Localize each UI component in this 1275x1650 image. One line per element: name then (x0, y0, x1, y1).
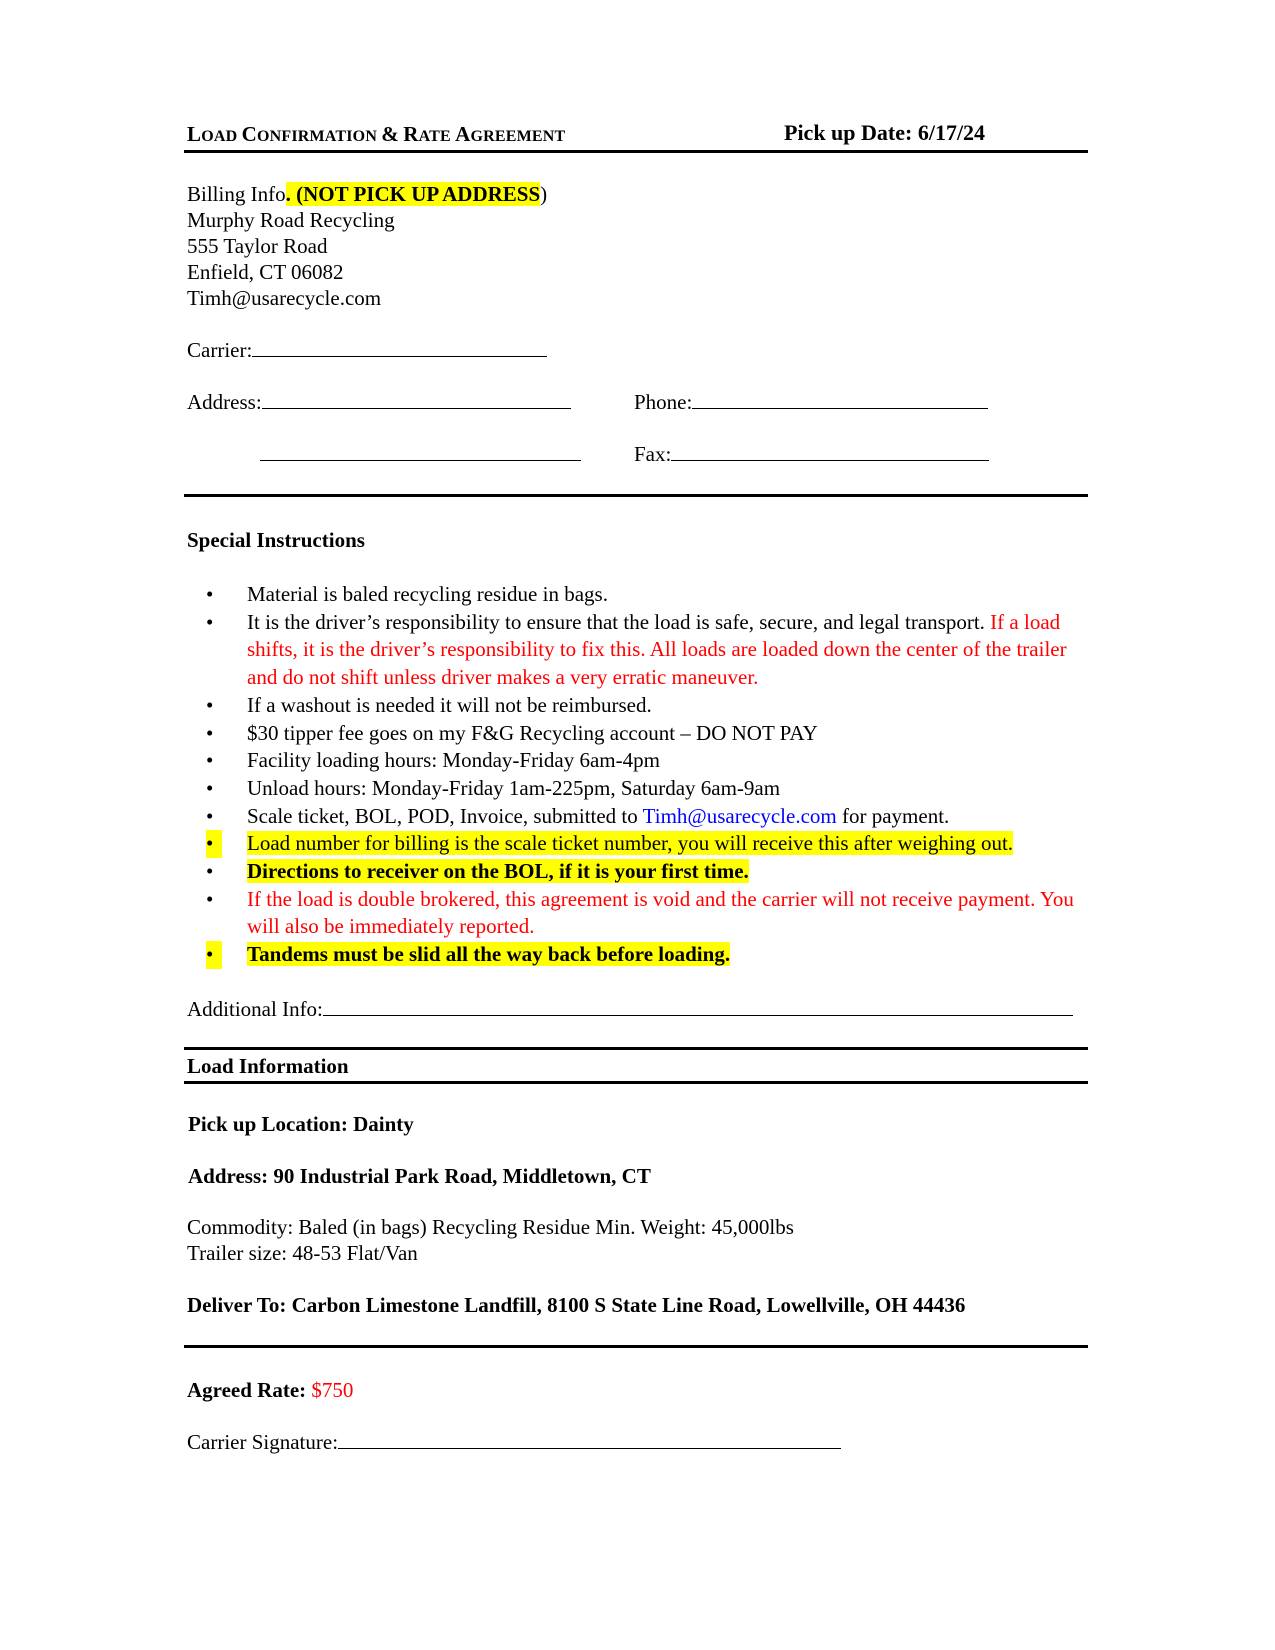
list-item (206, 747, 1096, 775)
fax-field[interactable] (634, 441, 989, 467)
address-blank[interactable] (262, 392, 571, 409)
instruction-highlight-text: Load number for billing is the scale ticket number, you will receive this after weighing out. (247, 831, 1014, 856)
title-smallcaps: GREEMENT (470, 128, 566, 145)
title-cap: L (187, 122, 202, 146)
list-item (206, 886, 1096, 941)
instruction-warning-text: If the load is double brokered, this agreement is void and the carrier will not receive payment. You will also be immediately reported. (247, 886, 1074, 939)
billing-email: Timh@usarecycle.com (187, 286, 382, 310)
list-item (206, 775, 1096, 803)
address-label: Address: (187, 390, 262, 414)
bullet-icon: • (206, 582, 214, 606)
additional-info-field[interactable] (187, 996, 1073, 1022)
list-item (206, 581, 1096, 609)
instruction-text: Facility loading hours: Monday-Friday 6am-4pm (247, 748, 660, 773)
document-title (187, 121, 565, 150)
title-smallcaps: ATE (418, 128, 456, 145)
rate-rule (184, 1345, 1088, 1348)
address-line-2[interactable] (260, 441, 581, 467)
not-pickup-warning: . (NOT PICK UP ADDRESS (285, 182, 541, 206)
instruction-warning-text: If a load shifts, it is the driver’s responsibility to fix this. All loads are loaded down the center of the trailer and do not shift unless driver makes a very erratic maneuver. (247, 609, 1067, 690)
additional-info-label: Additional Info: (187, 997, 323, 1021)
list-item (206, 803, 1096, 831)
instruction-highlight-text: Tandems must be slid all the way back before loading. (247, 942, 731, 967)
bullet-icon: • (206, 886, 214, 911)
load-info-heading: Load Information (187, 1054, 349, 1078)
signature-field[interactable] (187, 1429, 841, 1455)
list-item (206, 692, 1096, 720)
bullet-icon: • (206, 803, 214, 828)
signature-label: Carrier Signature: (187, 1430, 339, 1454)
bullet-icon: • (206, 692, 214, 717)
agreed-rate (187, 1377, 353, 1403)
title-smallcaps: OAD (201, 128, 242, 145)
signature-blank[interactable] (338, 1432, 841, 1449)
bullet-icon: • (206, 720, 214, 745)
billing-street: 555 Taylor Road (187, 234, 328, 258)
agreed-rate-value: $750 (311, 1378, 354, 1402)
address-field[interactable] (187, 389, 571, 415)
billing-city: Enfield, CT 06082 (187, 260, 344, 284)
instruction-highlight-text: Directions to receiver on the BOL, if it is your first (247, 859, 699, 884)
instruction-text: It is the driver’s responsibility to ensure that the load is safe, secure, and legal transport. (247, 609, 991, 634)
header-rule (184, 150, 1088, 153)
deliver-to: Deliver To: Carbon Limestone Landfill, 8100 S State Line Road, Lowellville, OH 44436 (187, 1293, 966, 1317)
fax-label: Fax: (634, 442, 672, 466)
instruction-text: Material is baled recycling residue in bags. (247, 582, 608, 606)
list-item (206, 720, 1096, 748)
bullet-icon: • (206, 775, 214, 800)
bullet-icon: • (206, 859, 214, 884)
list-item (206, 609, 1096, 692)
list-item (206, 941, 1096, 969)
special-instructions-heading: Special Instructions (187, 528, 365, 552)
list-item (206, 858, 1096, 886)
pickup-address: Address: 90 Industrial Park Road, Middletown, CT (188, 1164, 651, 1188)
bullet-icon: • (206, 830, 222, 858)
phone-field[interactable] (634, 389, 988, 415)
carrier-label: Carrier: (187, 338, 253, 362)
load-info-rule-top (184, 1047, 1088, 1050)
list-item (206, 830, 1096, 858)
carrier-rule (184, 494, 1088, 497)
bullet-icon: • (206, 748, 214, 773)
phone-label: Phone: (634, 390, 693, 414)
instruction-text: If a washout is needed it will not be reimbursed. (247, 692, 652, 717)
title-cap: C (241, 122, 257, 146)
instruction-text: Unload hours: Monday-Friday 1am-225pm, Saturday 6am-9am (247, 775, 781, 800)
instruction-text: $30 tipper fee goes on my F&G Recycling account – DO NOT PAY (247, 720, 818, 745)
carrier-blank[interactable] (252, 340, 547, 357)
instruction-text: Scale ticket, BOL, POD, Invoice, submitted to (247, 803, 643, 828)
address-blank-2[interactable] (260, 444, 581, 461)
title-smallcaps: ONFIRMATION (256, 128, 382, 145)
additional-info-blank[interactable] (323, 999, 1073, 1016)
instruction-text-end: for payment. (836, 803, 950, 828)
billing-label-close: ) (540, 182, 548, 206)
pickup-date: Pick up Date: 6/17/24 (784, 120, 986, 145)
email-link[interactable]: Timh@usarecycle.com (642, 803, 837, 828)
title-cap: R (403, 122, 419, 146)
bullet-icon: • (206, 609, 214, 634)
agreed-rate-label: Agreed Rate: (187, 1378, 307, 1402)
trailer-size: Trailer size: 48-53 Flat/Van (187, 1241, 418, 1265)
commodity: Commodity: Baled (in bags) Recycling Residue Min. Weight: 45,000lbs (187, 1215, 794, 1239)
phone-blank[interactable] (692, 392, 988, 409)
instruction-highlight-text-end: time. (698, 859, 749, 884)
title-cap: A (455, 122, 471, 146)
carrier-field[interactable] (187, 337, 547, 363)
pickup-location: Pick up Location: Dainty (188, 1112, 414, 1136)
billing-company: Murphy Road Recycling (187, 208, 395, 232)
fax-blank[interactable] (671, 444, 989, 461)
title-cap: & (381, 122, 399, 146)
billing-label (187, 181, 547, 207)
special-instructions-list (206, 581, 1096, 969)
billing-label-text: Billing Info (187, 182, 286, 206)
load-info-rule-bottom (184, 1081, 1088, 1084)
bullet-icon: • (206, 941, 222, 969)
